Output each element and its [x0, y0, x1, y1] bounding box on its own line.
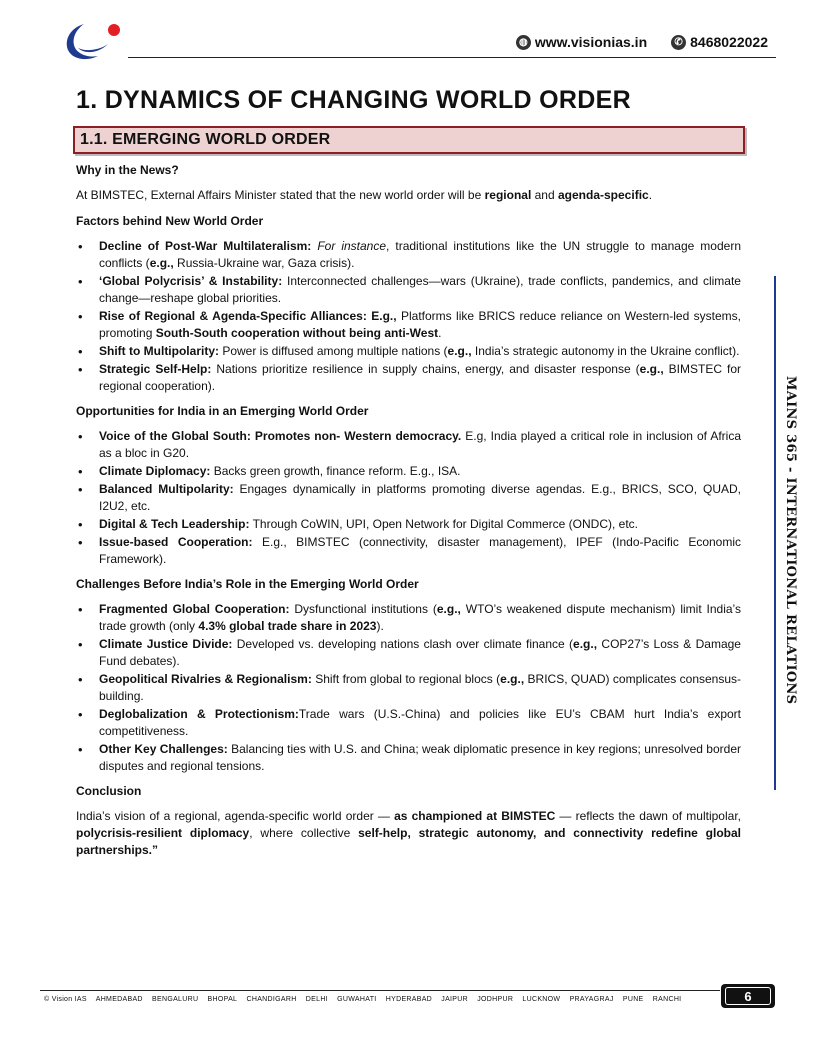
text-run: Backs green growth, finance reform. E.g., ISA. [210, 464, 461, 478]
side-banner: MAINS 365 - INTERNATIONAL RELATIONS [783, 376, 798, 705]
globe-icon: ◍ [516, 35, 531, 50]
text-run: self-help, strategic autonomy, and connectivity redefine global partnerships.” [76, 826, 741, 857]
text-run: Engages dynamically in platforms promoting diverse agendas. E.g., BRICS, SCO, QUAD, I2U2, etc. [99, 482, 741, 513]
text-run: WTO’s weakened dispute mechanism) limit India’s trade growth (only [99, 602, 742, 633]
list-item [76, 428, 741, 462]
text-run: as championed at BIMSTEC [394, 809, 556, 823]
text-run: India’s vision of a regional, agenda-specific world order — [76, 809, 395, 823]
vision-ias-logo [62, 18, 126, 64]
text-run: Platforms like BRICS reduce reliance on Western-led systems, promoting [99, 309, 742, 340]
text-run: , traditional institutions like the UN struggle to manage modern conflicts ( [99, 239, 741, 270]
opportunities-heading: Opportunities for India in an Emerging World Order [76, 404, 369, 418]
text-run: e.g., [436, 602, 461, 616]
text-run: At BIMSTEC, External Affairs Minister stated that the new world order will be [76, 188, 485, 202]
footer-city: LUCKNOW [522, 996, 561, 1003]
phone-contact[interactable] [671, 34, 768, 50]
list-item [76, 706, 741, 740]
item-label: Decline of Post-War Multilateralism: [99, 239, 312, 253]
text-run: Dysfunctional institutions ( [289, 602, 437, 616]
list-item [76, 238, 741, 272]
conclusion-heading: Conclusion [76, 784, 142, 798]
text-run: Shift from global to regional blocs ( [311, 672, 501, 686]
text-run: South-South cooperation without being anti-West [155, 326, 439, 340]
phone-text[interactable]: 8468022022 [690, 34, 768, 50]
text-run: regional [484, 188, 532, 202]
text-run: agenda-specific [558, 188, 649, 202]
chapter-title: 1. DYNAMICS OF CHANGING WORLD ORDER [76, 86, 631, 114]
text-run: 4.3% global trade share in 2023 [198, 619, 377, 633]
footer-city: HYDERABAD [385, 996, 433, 1003]
footer-city: BHOPAL [207, 996, 238, 1003]
article-body [76, 162, 741, 868]
list-item [76, 601, 741, 635]
why-text [76, 187, 741, 204]
list-item [76, 516, 741, 533]
footer-city: GUWAHATI [337, 996, 377, 1003]
challenges-heading: Challenges Before India’s Role in the Emerging World Order [76, 577, 419, 591]
list-item [76, 534, 741, 568]
list-item [76, 361, 741, 395]
text-run: BRICS, QUAD) complicates consensus-building. [99, 672, 742, 703]
item-label: Shift to Multipolarity: [99, 344, 219, 358]
item-label: ‘Global Polycrisis’ & Instability: [99, 274, 283, 288]
list-item [76, 671, 741, 705]
item-label: Climate Justice Divide: [99, 637, 233, 651]
opportunities-list [76, 428, 741, 568]
item-label: Digital & Tech Leadership: [99, 517, 250, 531]
section-heading-box [73, 126, 745, 154]
item-label: Issue-based Cooperation: [99, 535, 253, 549]
text-run: Balancing ties with U.S. and China; weak diplomatic presence in key regions; unresolved border disputes and regional tensions. [99, 742, 741, 773]
list-item [76, 741, 741, 775]
text-run: e.g., [500, 672, 525, 686]
website-text[interactable]: www.visionias.in [534, 34, 648, 50]
section-title: 1.1. EMERGING WORLD ORDER [80, 131, 331, 148]
list-item [76, 308, 741, 342]
challenges-list [76, 601, 741, 775]
header-divider [128, 57, 776, 58]
footer-divider [40, 990, 720, 991]
text-run: — reflects the dawn of multipolar, [555, 809, 741, 823]
footer-city: JAIPUR [441, 996, 468, 1003]
why-heading: Why in the News? [76, 163, 179, 177]
text-run: E.g., BIMSTEC (connectivity, disaster management), IPEF (Indo-Pacific Economic Framework). [99, 535, 742, 566]
list-item [76, 463, 741, 480]
footer-city: CHANDIGARH [246, 996, 297, 1003]
text-run: and [531, 188, 558, 202]
item-label: Strategic Self-Help: [99, 362, 212, 376]
item-label: Voice of the Global South: Promotes non- Western democracy. [99, 429, 462, 443]
text-run: polycrisis-resilient diplomacy [76, 826, 250, 840]
footer-city: JODHPUR [477, 996, 514, 1003]
text-run: e.g., [639, 362, 664, 376]
footer-city: RANCHI [652, 996, 682, 1003]
text-run: . [438, 326, 442, 340]
page-number: 6 [725, 987, 771, 1005]
footer-city: PUNE [622, 996, 644, 1003]
footer-city: AHMEDABAD [95, 996, 143, 1003]
text-run: Nations prioritize resilience in supply chains, energy, and disaster response ( [211, 362, 640, 376]
text-run: e.g., [149, 256, 174, 270]
phone-icon: ✆ [671, 35, 686, 50]
text-run: Developed vs. developing nations clash over climate finance ( [232, 637, 574, 651]
text-run: Trade wars (U.S.-China) and policies like EU’s CBAM hurt India’s export competitiveness. [99, 707, 742, 738]
text-run: Interconnected challenges—wars (Ukraine), trade conflicts, pandemics, and climate change—reshape global priorities. [99, 274, 741, 305]
text-run: . [648, 188, 653, 202]
factors-list [76, 238, 741, 395]
text-run: ). [376, 619, 384, 633]
footer-cities [44, 996, 688, 1003]
item-label: Deglobalization & Protectionism: [99, 707, 299, 721]
text-run: Power is diffused among multiple nations ( [218, 344, 448, 358]
website-contact[interactable] [516, 34, 647, 50]
text-run: Russia-Ukraine war, Gaza crisis). [173, 256, 355, 270]
list-item [76, 343, 741, 360]
text-run: For instance [317, 239, 387, 253]
item-label: Rise of Regional & Agenda-Specific Alliances: E.g., [99, 309, 397, 323]
footer-city: DELHI [305, 996, 328, 1003]
list-item [76, 481, 741, 515]
side-accent-line [774, 276, 776, 790]
list-item [76, 273, 741, 307]
text-run: BIMSTEC for regional cooperation). [99, 362, 741, 393]
item-label: Climate Diplomacy: [99, 464, 211, 478]
text-run: COP27’s Loss & Damage Fund debates). [99, 637, 741, 668]
list-item [76, 636, 741, 670]
item-label: Other Key Challenges: [99, 742, 228, 756]
factors-heading: Factors behind New World Order [76, 214, 264, 228]
item-label: Geopolitical Rivalries & Regionalism: [99, 672, 312, 686]
item-label: Fragmented Global Cooperation: [99, 602, 290, 616]
text-run: e.g., [447, 344, 472, 358]
text-run: E.g, India played a critical role in inclusion of Africa as a bloc in G20. [99, 429, 741, 460]
footer-city: PRAYAGRAJ [569, 996, 614, 1003]
text-run: , where collective [249, 826, 359, 840]
page-number-badge [721, 984, 775, 1008]
footer-city: BENGALURU [152, 996, 199, 1003]
conclusion-text [76, 808, 741, 859]
header-contact [516, 34, 768, 50]
item-label: Balanced Multipolarity: [99, 482, 234, 496]
text-run: Through CoWIN, UPI, Open Network for Digital Commerce (ONDC), etc. [249, 517, 639, 531]
text-run: e.g., [573, 637, 598, 651]
text-run: India’s strategic autonomy in the Ukraine conflict). [471, 344, 740, 358]
footer-copyright: © Vision IAS [44, 996, 87, 1003]
